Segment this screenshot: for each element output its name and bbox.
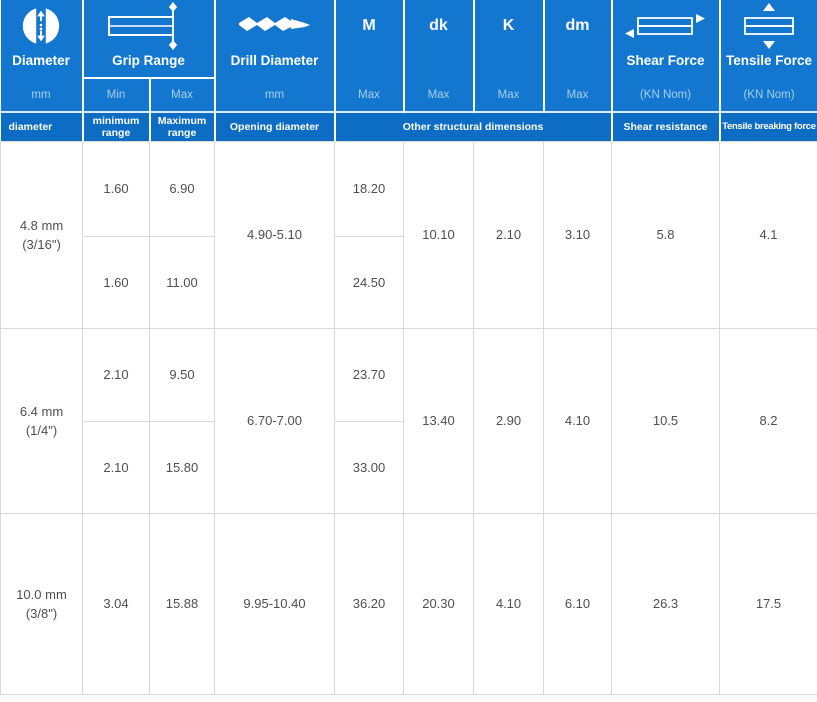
grip-min-cell: 2.10 — [83, 421, 150, 513]
other-dimensions-desc: Other structural dimensions — [335, 112, 612, 141]
tensile-unit: (KN Nom) — [720, 78, 817, 112]
drill-cell: 4.90-5.10 — [215, 141, 335, 328]
table-row — [1, 141, 817, 236]
dm-cell: 3.10 — [544, 141, 612, 328]
shear-cell: 10.5 — [612, 328, 720, 513]
tensile-cell: 17.5 — [720, 513, 817, 694]
header-row-descriptions — [1, 112, 817, 141]
tensile-force-icon — [721, 0, 817, 52]
grip-max-cell: 6.90 — [150, 141, 215, 236]
drill-desc: Opening diameter — [215, 112, 335, 141]
m-cell: 24.50 — [335, 236, 404, 328]
m-header — [335, 0, 404, 78]
dk-label: dk — [429, 17, 448, 35]
diameter-cell: 10.0 mm (3/8") — [1, 513, 83, 694]
k-cell: 2.10 — [474, 141, 544, 328]
grip-range-header — [83, 0, 215, 78]
dm-cell: 6.10 — [544, 513, 612, 694]
grip-max-cell: 11.00 — [150, 236, 215, 328]
k-cell: 4.10 — [474, 513, 544, 694]
shear-force-icon — [613, 0, 719, 52]
shear-force-header — [612, 0, 720, 78]
grip-min-label: Min — [83, 78, 150, 112]
shear-unit: (KN Nom) — [612, 78, 720, 112]
m-cell: 33.00 — [335, 421, 404, 513]
shear-cell: 5.8 — [612, 141, 720, 328]
tensile-cell: 4.1 — [720, 141, 817, 328]
drill-cell: 6.70-7.00 — [215, 328, 335, 513]
grip-max-desc: Maximum range — [150, 112, 215, 141]
grip-max-label: Max — [150, 78, 215, 112]
shear-cell: 26.3 — [612, 513, 720, 694]
drill-bit-icon — [216, 0, 334, 52]
k-header — [474, 0, 544, 78]
m-cell: 36.20 — [335, 513, 404, 694]
page-background — [0, 695, 817, 702]
table-row — [1, 328, 817, 421]
dm-header — [544, 0, 612, 78]
shear-force-title: Shear Force — [613, 52, 719, 77]
k-label: K — [503, 17, 515, 35]
header-row-titles — [1, 0, 817, 78]
drill-cell: 9.95-10.40 — [215, 513, 335, 694]
diameter-cell: 6.4 mm (1/4") — [1, 328, 83, 513]
grip-min-cell: 3.04 — [83, 513, 150, 694]
dm-label: dm — [566, 17, 590, 35]
m-cell: 23.70 — [335, 328, 404, 421]
header-row-units — [1, 78, 817, 112]
dk-cell: 20.30 — [404, 513, 474, 694]
m-unit: Max — [335, 78, 404, 112]
k-cell: 2.90 — [474, 328, 544, 513]
tensile-desc: Tensile breaking force — [720, 112, 817, 141]
tensile-force-title: Tensile Force — [721, 52, 817, 77]
drill-unit: mm — [215, 78, 335, 112]
shear-desc: Shear resistance — [612, 112, 720, 141]
table-row — [1, 513, 817, 694]
drill-diameter-header — [215, 0, 335, 78]
dk-unit: Max — [404, 78, 474, 112]
grip-range-title: Grip Range — [84, 52, 214, 77]
diameter-title: Diameter — [1, 52, 82, 77]
diameter-desc: diameter — [1, 112, 83, 141]
k-unit: Max — [474, 78, 544, 112]
m-label: M — [362, 17, 375, 35]
grip-min-desc: minimum range — [83, 112, 150, 141]
grip-range-icon — [84, 0, 214, 52]
grip-max-cell: 15.88 — [150, 513, 215, 694]
dm-cell: 4.10 — [544, 328, 612, 513]
diameter-icon — [1, 0, 82, 52]
drill-diameter-title: Drill Diameter — [216, 52, 334, 77]
diameter-header — [1, 0, 83, 78]
grip-max-cell: 9.50 — [150, 328, 215, 421]
dk-header — [404, 0, 474, 78]
diameter-cell: 4.8 mm (3/16") — [1, 141, 83, 328]
dk-cell: 13.40 — [404, 328, 474, 513]
dk-cell: 10.10 — [404, 141, 474, 328]
grip-min-cell: 1.60 — [83, 141, 150, 236]
diameter-unit: mm — [1, 78, 83, 112]
m-cell: 18.20 — [335, 141, 404, 236]
grip-min-cell: 2.10 — [83, 328, 150, 421]
grip-max-cell: 15.80 — [150, 421, 215, 513]
dm-unit: Max — [544, 78, 612, 112]
tensile-force-header — [720, 0, 817, 78]
grip-min-cell: 1.60 — [83, 236, 150, 328]
tensile-cell: 8.2 — [720, 328, 817, 513]
